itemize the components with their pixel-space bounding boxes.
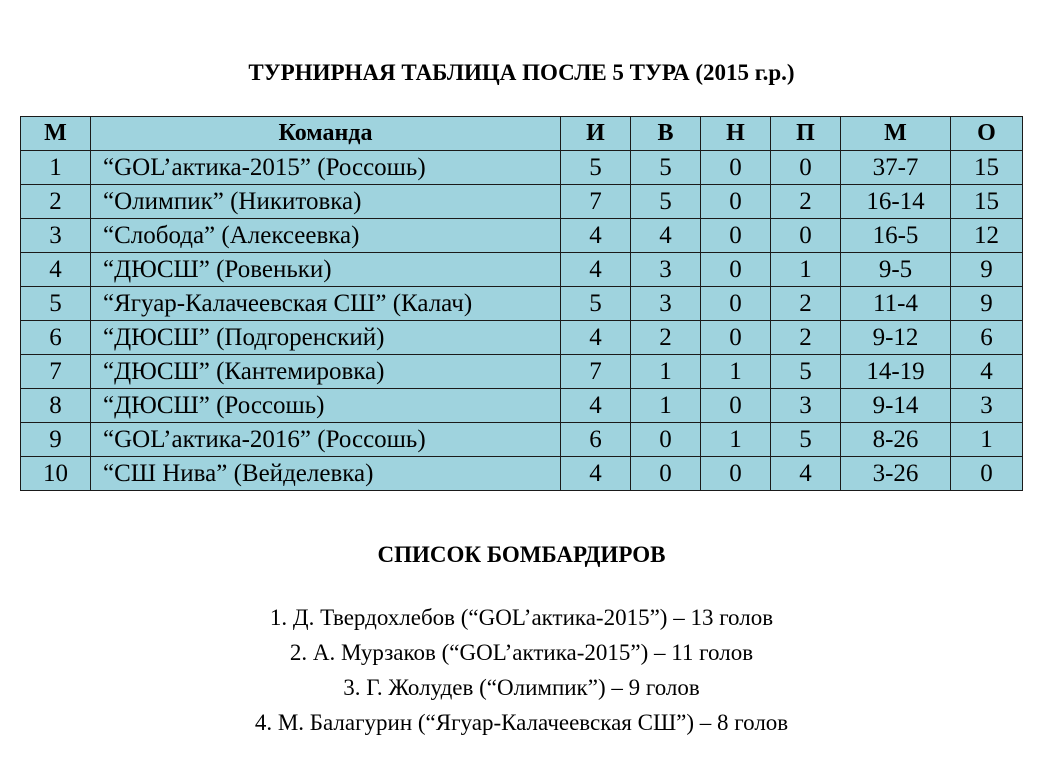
cell-draws: 0 — [701, 151, 771, 185]
cell-team: “ДЮСШ” (Кантемировка) — [91, 355, 561, 389]
table-row — [21, 355, 1023, 389]
list-item: 4. М. Балагурин (“Ягуар-Калачеевская СШ”) – 8 голов — [254, 710, 789, 735]
cell-points: 15 — [951, 185, 1023, 219]
cell-losses: 4 — [771, 457, 841, 491]
header-losses: П — [771, 117, 841, 151]
list-item: 3. Г. Жолудев (“Олимпик”) – 9 голов — [343, 675, 700, 700]
cell-wins: 0 — [631, 457, 701, 491]
cell-wins: 1 — [631, 389, 701, 423]
table-row — [21, 457, 1023, 491]
cell-draws: 0 — [701, 321, 771, 355]
cell-goals: 9-12 — [841, 321, 951, 355]
cell-wins: 5 — [631, 185, 701, 219]
standings-table — [20, 116, 1023, 491]
cell-place: 10 — [21, 457, 91, 491]
cell-losses: 5 — [771, 355, 841, 389]
cell-points: 15 — [951, 151, 1023, 185]
cell-losses: 0 — [771, 151, 841, 185]
cell-points: 9 — [951, 253, 1023, 287]
table-row — [21, 151, 1023, 185]
cell-games: 4 — [561, 321, 631, 355]
cell-goals: 11-4 — [841, 287, 951, 321]
cell-team: “ДЮСШ” (Ровеньки) — [91, 253, 561, 287]
cell-team: “СШ Нива” (Вейделевка) — [91, 457, 561, 491]
cell-draws: 0 — [701, 185, 771, 219]
cell-goals: 14-19 — [841, 355, 951, 389]
cell-losses: 2 — [771, 185, 841, 219]
cell-team: “ДЮСШ” (Россошь) — [91, 389, 561, 423]
cell-games: 5 — [561, 151, 631, 185]
cell-team: “ДЮСШ” (Подгоренский) — [91, 321, 561, 355]
cell-goals: 3-26 — [841, 457, 951, 491]
cell-goals: 8-26 — [841, 423, 951, 457]
cell-place: 5 — [21, 287, 91, 321]
cell-draws: 1 — [701, 355, 771, 389]
cell-team: “GOL’актика-2016” (Россошь) — [91, 423, 561, 457]
cell-place: 9 — [21, 423, 91, 457]
cell-wins: 1 — [631, 355, 701, 389]
cell-draws: 0 — [701, 287, 771, 321]
cell-team: “Ягуар-Калачеевская СШ” (Калач) — [91, 287, 561, 321]
cell-points: 1 — [951, 423, 1023, 457]
cell-wins: 2 — [631, 321, 701, 355]
cell-place: 1 — [21, 151, 91, 185]
table-row — [21, 185, 1023, 219]
cell-goals: 16-14 — [841, 185, 951, 219]
cell-wins: 5 — [631, 151, 701, 185]
table-row — [21, 219, 1023, 253]
cell-games: 7 — [561, 185, 631, 219]
cell-wins: 3 — [631, 253, 701, 287]
cell-wins: 4 — [631, 219, 701, 253]
table-row — [21, 253, 1023, 287]
header-points: О — [951, 117, 1023, 151]
cell-draws: 1 — [701, 423, 771, 457]
cell-losses: 1 — [771, 253, 841, 287]
table-row — [21, 389, 1023, 423]
cell-team: “Слобода” (Алексеевка) — [91, 219, 561, 253]
header-team: Команда — [91, 117, 561, 151]
header-wins: В — [631, 117, 701, 151]
cell-wins: 0 — [631, 423, 701, 457]
cell-goals: 37-7 — [841, 151, 951, 185]
cell-goals: 16-5 — [841, 219, 951, 253]
cell-losses: 0 — [771, 219, 841, 253]
cell-team: “GOL’актика-2015” (Россошь) — [91, 151, 561, 185]
cell-wins: 3 — [631, 287, 701, 321]
header-draws: Н — [701, 117, 771, 151]
cell-place: 6 — [21, 321, 91, 355]
cell-draws: 0 — [701, 253, 771, 287]
cell-points: 0 — [951, 457, 1023, 491]
cell-games: 5 — [561, 287, 631, 321]
scorers-list — [0, 600, 1043, 740]
cell-losses: 2 — [771, 287, 841, 321]
cell-team: “Олимпик” (Никитовка) — [91, 185, 561, 219]
cell-games: 4 — [561, 253, 631, 287]
cell-points: 6 — [951, 321, 1023, 355]
table-row — [21, 321, 1023, 355]
page-title: ТУРНИРНАЯ ТАБЛИЦА ПОСЛЕ 5 ТУРА (2015 г.р.) — [248, 60, 795, 85]
cell-draws: 0 — [701, 457, 771, 491]
cell-points: 9 — [951, 287, 1023, 321]
table-row — [21, 287, 1023, 321]
cell-games: 6 — [561, 423, 631, 457]
table-header-row — [21, 117, 1023, 151]
cell-losses: 3 — [771, 389, 841, 423]
cell-points: 12 — [951, 219, 1023, 253]
cell-goals: 9-5 — [841, 253, 951, 287]
cell-games: 4 — [561, 457, 631, 491]
cell-points: 4 — [951, 355, 1023, 389]
cell-games: 4 — [561, 389, 631, 423]
cell-losses: 2 — [771, 321, 841, 355]
cell-place: 8 — [21, 389, 91, 423]
list-item: 1. Д. Твердохлебов (“GOL’актика-2015”) – 13 голов — [269, 605, 774, 630]
cell-points: 3 — [951, 389, 1023, 423]
scorers-title: СПИСОК БОМБАРДИРОВ — [377, 542, 666, 567]
cell-games: 4 — [561, 219, 631, 253]
table-row — [21, 423, 1023, 457]
cell-place: 4 — [21, 253, 91, 287]
header-games: И — [561, 117, 631, 151]
list-item: 2. А. Мурзаков (“GOL’актика-2015”) – 11 голов — [289, 640, 754, 665]
cell-draws: 0 — [701, 219, 771, 253]
cell-draws: 0 — [701, 389, 771, 423]
cell-place: 3 — [21, 219, 91, 253]
header-place: М — [21, 117, 91, 151]
cell-place: 2 — [21, 185, 91, 219]
cell-goals: 9-14 — [841, 389, 951, 423]
cell-place: 7 — [21, 355, 91, 389]
cell-games: 7 — [561, 355, 631, 389]
cell-losses: 5 — [771, 423, 841, 457]
header-goals: М — [841, 117, 951, 151]
